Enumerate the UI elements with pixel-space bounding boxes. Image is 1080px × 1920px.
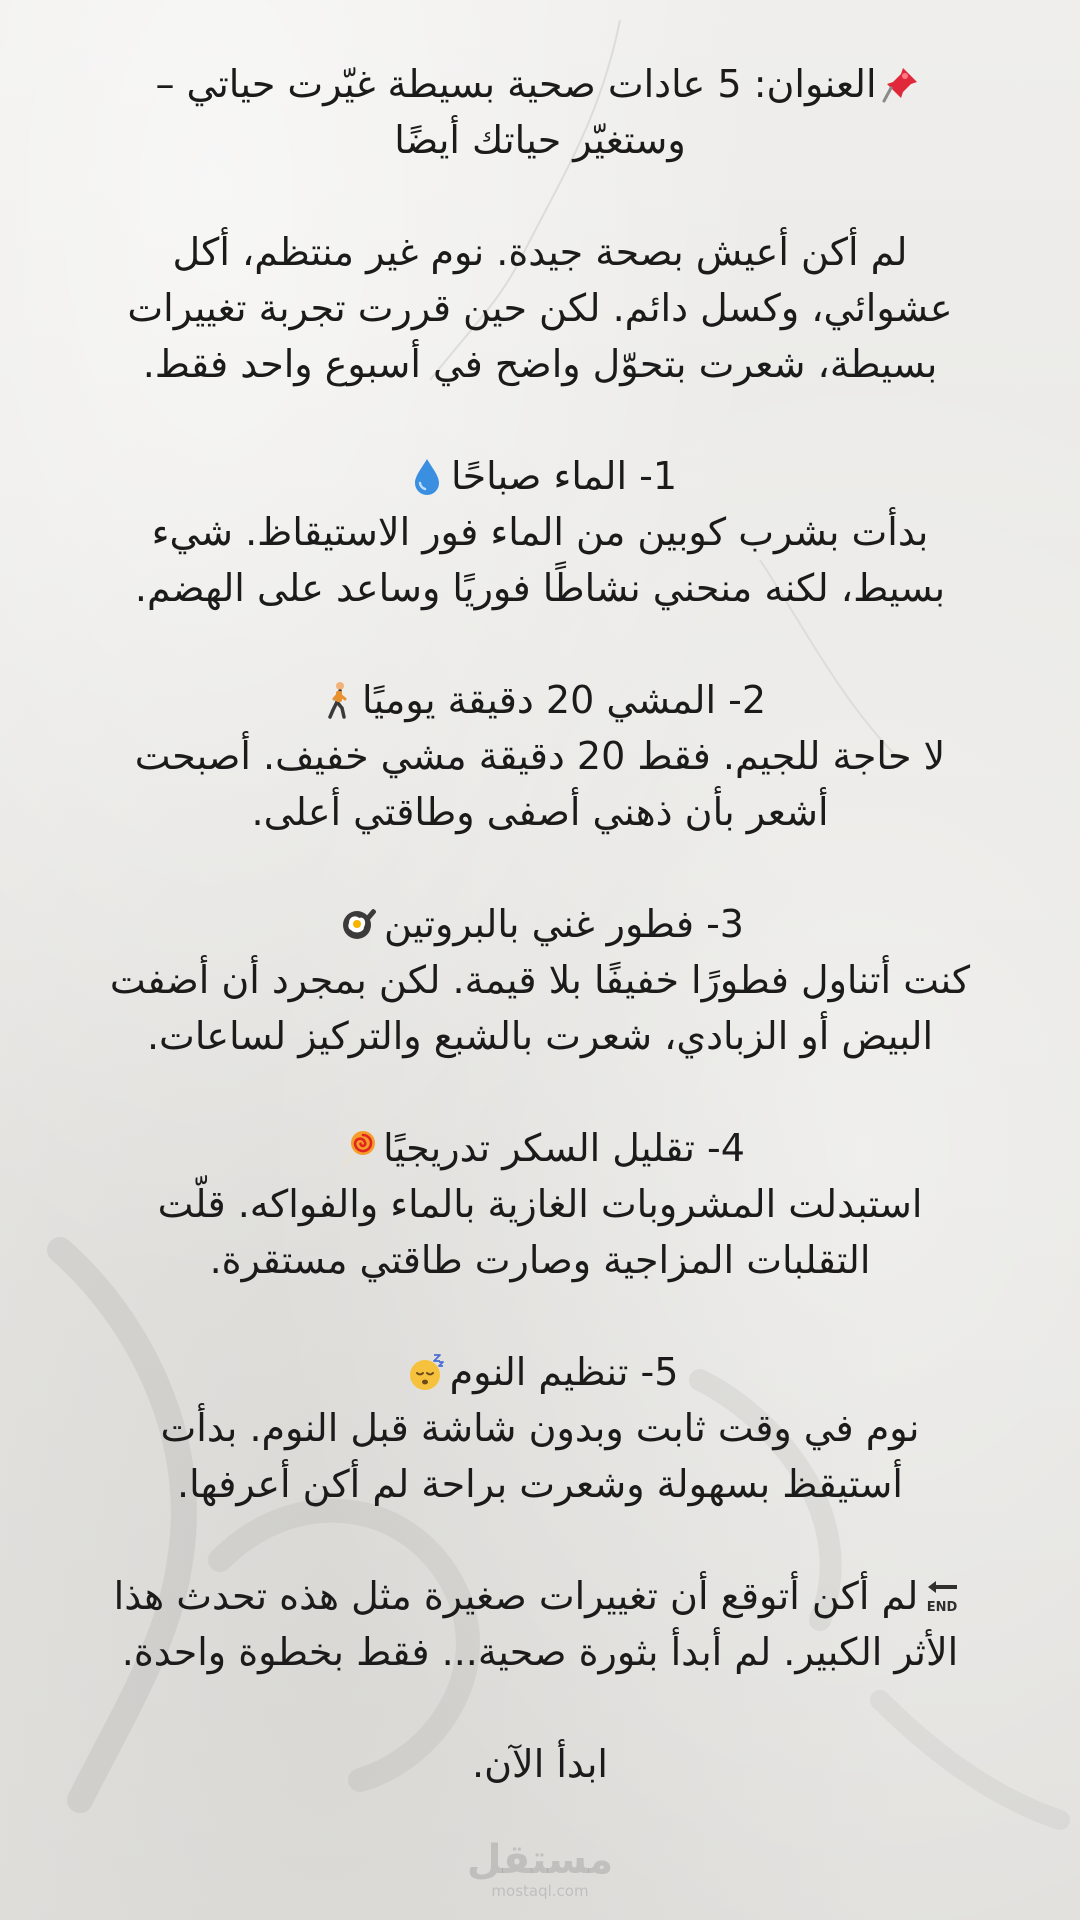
habit-5-heading: 5- تنظيم النوم [50, 1344, 1030, 1400]
svg-text:END: END [927, 1600, 958, 1615]
title-line-2: وستغيّر حياتك أيضًا [394, 118, 686, 162]
habit-3-body-line: البيض أو الزبادي، شعرت بالشبع والتركيز لساعات. [146, 1014, 934, 1058]
sleeping-face-icon [406, 1352, 446, 1392]
title-line-1: العنوان: 5 عادات صحية بسيطة غيّرت حياتي – [50, 56, 1030, 112]
habit-2-body-line: أشعر بأن ذهني أصفى وطاقتي أعلى. [251, 790, 829, 834]
fried-egg-pan-icon [340, 904, 380, 944]
habit-1-body-line: بدأت بشرب كوبين من الماء فور الاستيقاظ. شيء [151, 510, 929, 554]
habit-5 [50, 1344, 1030, 1512]
watermark-logo: مستقل [466, 1837, 614, 1883]
habit-4-body-line: استبدلت المشروبات الغازية بالماء والفواكه. قلّت [157, 1182, 923, 1226]
intro-line: لم أكن أعيش بصحة جيدة. نوم غير منتظم، أكل [172, 230, 908, 274]
habit-1-body-line: بسيط، لكنه منحني نشاطًا فوريًا وساعد على الهضم. [134, 566, 946, 610]
habit-5-body-line: أستيقظ بسهولة وشعرت براحة لم أكن أعرفها. [177, 1462, 903, 1506]
mostaql-watermark [450, 1838, 630, 1900]
habit-4-heading: 4- تقليل السكر تدريجيًا [50, 1120, 1030, 1176]
habit-2 [50, 672, 1030, 840]
intro-line: بسيطة، شعرت بتحوّل واضح في أسبوع واحد فقط. [142, 342, 938, 386]
habit-4-body-line: التقلبات المزاجية وصارت طاقتي مستقرة. [209, 1238, 871, 1282]
habit-4 [50, 1120, 1030, 1288]
end-arrow-icon [922, 1576, 962, 1616]
conclusion-paragraph [50, 1568, 1030, 1680]
intro-paragraph [50, 224, 1030, 392]
pushpin-icon [881, 64, 921, 104]
walking-person-icon [318, 680, 358, 720]
water-drop-icon [407, 456, 447, 496]
habit-3-heading: 3- فطور غني بالبروتين [50, 896, 1030, 952]
habit-1 [50, 448, 1030, 616]
article-body [50, 56, 1030, 1792]
habit-3-body-line: كنت أتناول فطورًا خفيفًا بلا قيمة. لكن بمجرد أن أضفت [109, 958, 971, 1002]
conclusion-line-2: الأثر الكبير. لم أبدأ بثورة صحية... فقط بخطوة واحدة. [121, 1630, 959, 1674]
lollipop-icon [339, 1128, 379, 1168]
article-title [50, 56, 1030, 168]
intro-line: عشوائي، وكسل دائم. لكن حين قررت تجربة تغييرات [127, 286, 953, 330]
watermark-url: mostaql.com [491, 1882, 589, 1900]
habit-2-heading: 2- المشي 20 دقيقة يوميًا [50, 672, 1030, 728]
habit-1-heading: 1- الماء صباحًا [50, 448, 1030, 504]
habit-2-body-line: لا حاجة للجيم. فقط 20 دقيقة مشي خفيف. أصبحت [134, 734, 946, 778]
closing-line: ابدأ الآن. [472, 1742, 608, 1786]
habit-3 [50, 896, 1030, 1064]
conclusion-line-1: END لم أكن أتوقع أن تغييرات صغيرة مثل هذه تحدث هذا [50, 1568, 1030, 1624]
habit-5-body-line: نوم في وقت ثابت وبدون شاشة قبل النوم. بدأت [160, 1406, 920, 1450]
